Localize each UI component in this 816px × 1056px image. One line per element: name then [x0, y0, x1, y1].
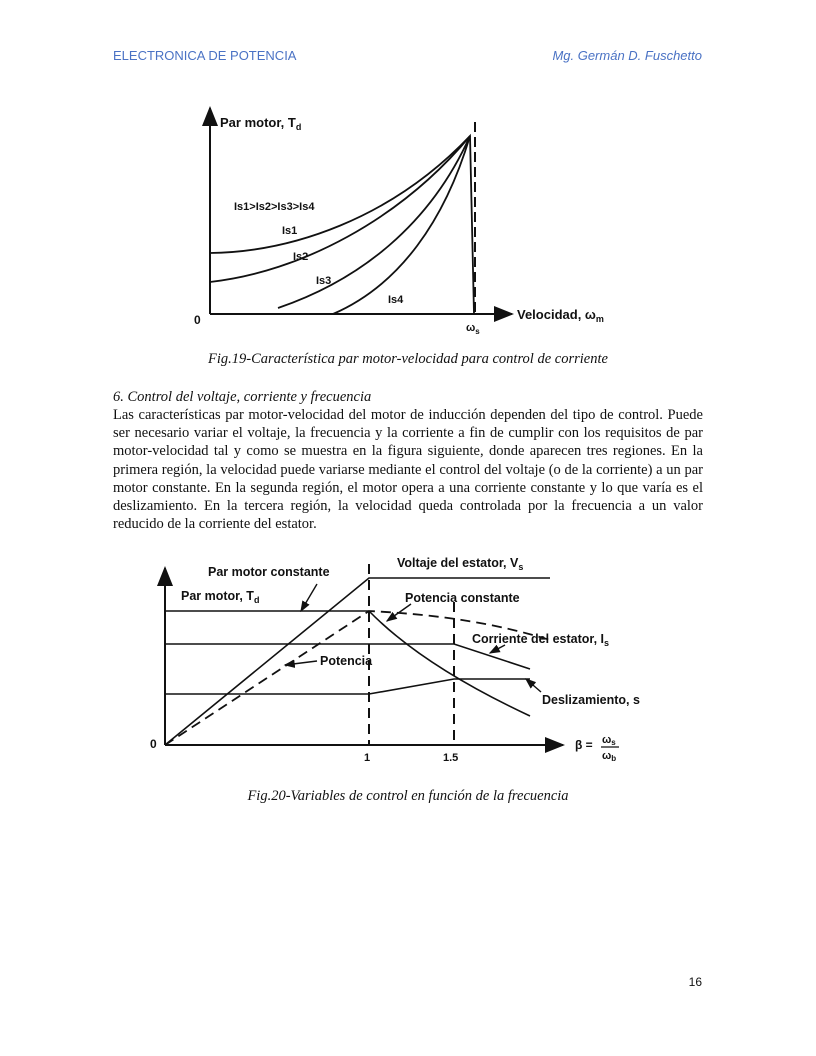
fig20-beta-den: ωb: [602, 750, 617, 763]
fig19-label-is4: Is4: [388, 294, 404, 306]
fig20-label-potencia: Potencia: [320, 654, 373, 668]
fig19-curve-is4: [333, 136, 470, 314]
header-left: ELECTRONICA DE POTENCIA: [113, 48, 297, 63]
fig20-tick-1: 1: [364, 752, 371, 764]
figure-20-caption: Fig.20-Variables de control en función de la frecuencia: [247, 788, 569, 804]
page-number: 16: [688, 975, 702, 989]
fig20-arrow-par-constante: [301, 584, 317, 611]
fig19-ws-label: $\omega_s$: [466, 322, 480, 336]
fig20-label-par-constante: Par motor constante: [208, 565, 330, 579]
fig19-origin: 0: [194, 313, 201, 327]
fig19-x-label: Velocidad, $\omega_m$: [517, 307, 604, 324]
fig20-label-potencia-constante: Potencia constante: [405, 591, 520, 605]
fig20-arrow-deslizamiento: [526, 679, 541, 692]
fig19-curve-is1: [210, 136, 474, 314]
fig19-label-is1: Is1: [282, 225, 298, 237]
fig20-par-decay-line: [369, 611, 530, 716]
fig19-y-label: Par motor, $T_d$: [220, 115, 302, 132]
fig20-tick-15: 1.5: [443, 752, 459, 764]
header-right: Mg. Germán D. Fuschetto: [552, 48, 702, 63]
figure-20: [145, 548, 645, 770]
fig20-deslizamiento-line: [165, 679, 530, 694]
fig20-beta: β =: [575, 738, 593, 752]
section-title: 6. Control del voltaje, corriente y frecuencia: [113, 389, 372, 405]
fig19-relation-label: Is1>Is2>Is3>Is4: [234, 201, 315, 213]
fig20-beta-num: ωs: [602, 734, 616, 747]
fig19-label-is3: Is3: [316, 275, 332, 287]
fig20-origin: 0: [150, 737, 157, 751]
fig20-label-voltaje: Voltaje del estator, $V_s$: [397, 556, 524, 572]
fig20-arrow-corriente: [490, 645, 505, 653]
fig19-label-is2: Is2: [293, 251, 309, 263]
figure-19-caption: Fig.19-Característica par motor-velocidad para control de corriente: [208, 351, 608, 367]
fig20-label-par-motor: Par motor, $T_d$: [181, 589, 260, 605]
section-body: Las características par motor-velocidad del motor de inducción dependen del tipo de control. Puede ser necesario variar el voltaje, la frecuencia y la corriente a fin de cumplir con los requisitos de par motor-velocidad tal y como se muestra en la figura siguiente, donde aparecen tres regiones. En la primera región, la velocidad puede variarse mediante el control del voltaje (o de la corriente) a un par motor constante. En la segunda región, el motor opera a una corriente constante y lo que varía es el deslizamiento. En la tercera región, la velocidad queda controlada por la frecuencia a un valor reducido de la corriente del estator.: [113, 407, 703, 533]
fig20-label-corriente: Corriente del estator, $I_s$: [472, 632, 609, 648]
figure-19: [190, 100, 620, 345]
fig20-label-deslizamiento: Deslizamiento, s: [542, 693, 640, 707]
